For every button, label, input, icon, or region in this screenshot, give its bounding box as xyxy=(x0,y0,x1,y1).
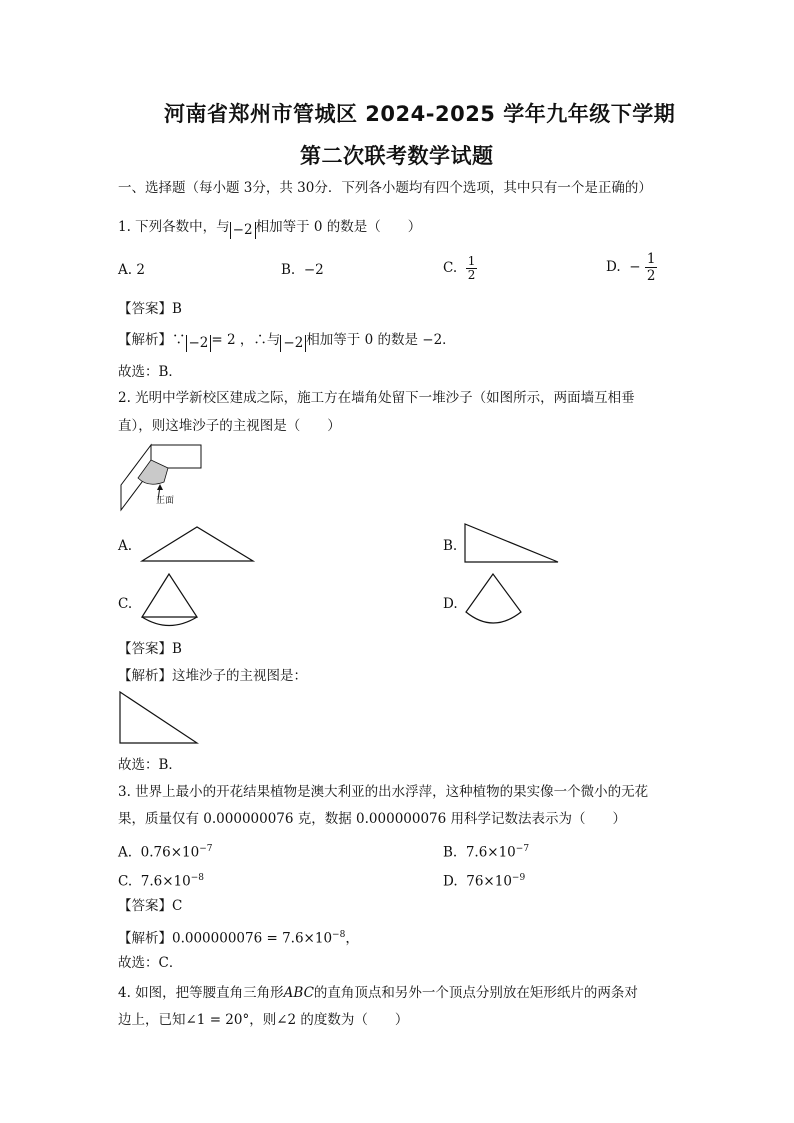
q1-option-b-value: −2 xyxy=(303,262,324,278)
q1-analysis-abs-2: −2 xyxy=(280,335,306,352)
q1-answer: 【答案】B xyxy=(118,301,182,317)
sand-pile xyxy=(138,460,168,484)
analysis-label: 【解析】 xyxy=(118,332,172,348)
q1-stem-end: 相加等于 0 的数是（ ） xyxy=(255,219,422,235)
sector-shape xyxy=(466,574,521,623)
analysis-label: 【解析】 xyxy=(118,930,172,947)
figure-label-front: 正面 xyxy=(156,495,175,505)
q3-conclusion: 故选：C． xyxy=(118,955,183,971)
q4-stem-end: 的直角顶点和另外一个顶点分别放在矩形纸片的两条对 xyxy=(313,985,638,1001)
q1-stem xyxy=(118,219,421,239)
isosceles-triangle xyxy=(142,527,253,561)
triangle-name: ABC xyxy=(283,985,314,1001)
q3-option-d xyxy=(443,870,525,890)
q3-option-a xyxy=(118,841,212,861)
option-label: C. xyxy=(118,873,133,890)
q3-stem-line1: 3. 世界上最小的开花结果植物是澳大利亚的出水浮萍，这种植物的果实像一个微小的无花 xyxy=(118,784,649,800)
front-arrowhead xyxy=(157,484,163,490)
option-label: A. xyxy=(118,844,133,861)
option-value: 76×10 xyxy=(466,873,512,890)
section-header: 一、选择题（每小题 3分，共 30分．下列各小题均有四个选项，其中只有一个是正确的） xyxy=(118,180,652,196)
option-exponent: −9 xyxy=(511,873,526,883)
q1-analysis xyxy=(118,332,456,352)
q2-option-c-shape xyxy=(140,572,200,632)
right-triangle xyxy=(120,692,197,743)
q4-stem-start: 4. 如图，把等腰直角三角形 xyxy=(118,985,284,1001)
fraction-denominator: 2 xyxy=(646,268,656,284)
q1-option-c-label: C. xyxy=(443,260,458,276)
q1-abs-value: −2 xyxy=(230,222,256,239)
option-label: D. xyxy=(443,873,458,890)
q1-option-c-fraction xyxy=(466,255,478,282)
q1-option-b xyxy=(281,262,324,278)
q2-stem-line1: 2. 光明中学新校区建成之际，施工方在墙角处留下一堆沙子（如图所示，两面墙互相垂 xyxy=(118,390,635,406)
option-label: B. xyxy=(443,844,458,861)
option-value: 7.6×10 xyxy=(465,844,516,861)
option-value: 7.6×10 xyxy=(140,873,191,890)
q2-option-b-shape xyxy=(463,522,561,564)
q2-answer: 【答案】B xyxy=(118,641,182,657)
q3-analysis xyxy=(118,927,359,947)
q2-analysis-figure xyxy=(118,690,200,746)
q1-analysis-end: 相加等于 0 的数是 −2． xyxy=(306,332,456,348)
fraction-denominator: 2 xyxy=(467,268,476,282)
q1-analysis-abs-1: −2 xyxy=(186,335,212,352)
q3-option-b xyxy=(443,841,529,861)
q3-option-c xyxy=(118,870,204,890)
q3-stem-line2: 果，质量仅有 0.000000076 克，数据 0.000000076 用科学记数法表示为（ ） xyxy=(118,811,627,827)
fraction-numerator: 1 xyxy=(467,254,476,268)
q3-analysis-exponent: −8 xyxy=(332,930,346,940)
q2-option-b-label: B. xyxy=(443,538,458,554)
because-symbol: ∵ xyxy=(172,332,186,348)
q2-conclusion: 故选：B． xyxy=(118,757,182,773)
q4-stem-line2: 边上，已知∠1 = 20°，则∠2 的度数为（ ） xyxy=(118,1012,409,1028)
q1-conclusion: 故选：B． xyxy=(118,364,182,380)
q4-stem-line1 xyxy=(118,985,638,1001)
q1-option-b-label: B. xyxy=(281,262,296,278)
option-exponent: −8 xyxy=(190,873,204,883)
q2-option-d-label: D. xyxy=(443,596,458,612)
option-value: 0.76×10 xyxy=(140,844,200,861)
q1-option-d-sign: − xyxy=(629,259,641,275)
q2-option-d-shape xyxy=(464,572,524,632)
q2-stem-line2: 直），则这堆沙子的主视图是（ ） xyxy=(118,418,341,434)
q1-option-d-label: D. xyxy=(606,259,621,275)
right-triangle xyxy=(465,524,558,562)
q1-option-d xyxy=(606,251,657,284)
q3-answer: 【答案】C xyxy=(118,898,183,914)
q1-option-a: A. 2 xyxy=(118,262,145,278)
q1-option-d-fraction xyxy=(645,251,658,284)
fraction-numerator: 1 xyxy=(646,251,656,267)
q2-option-a-shape xyxy=(140,525,256,563)
cone-triangle xyxy=(142,574,197,617)
q3-analysis-equation: 0.000000076 = 7.6×10 xyxy=(172,930,333,947)
cone-base-arc xyxy=(142,617,197,626)
page-subtitle: 第二次联考数学试题 xyxy=(300,144,494,168)
page-title: 河南省郑州市管城区 2024-2025 学年九年级下学期 xyxy=(164,102,676,126)
q2-option-c-label: C. xyxy=(118,596,133,612)
q3-analysis-tail: ， xyxy=(345,930,359,947)
q2-analysis: 【解析】这堆沙子的主视图是： xyxy=(118,668,307,684)
q1-option-c xyxy=(443,255,477,282)
option-exponent: −7 xyxy=(515,844,530,854)
option-exponent: −7 xyxy=(199,844,213,854)
q2-option-a-label: A. xyxy=(118,538,133,554)
q1-analysis-mid: = 2 ，∴与 xyxy=(211,332,281,348)
q1-stem-start: 1. 下列各数中，与 xyxy=(118,219,230,235)
q2-sand-pile-figure xyxy=(118,440,208,515)
